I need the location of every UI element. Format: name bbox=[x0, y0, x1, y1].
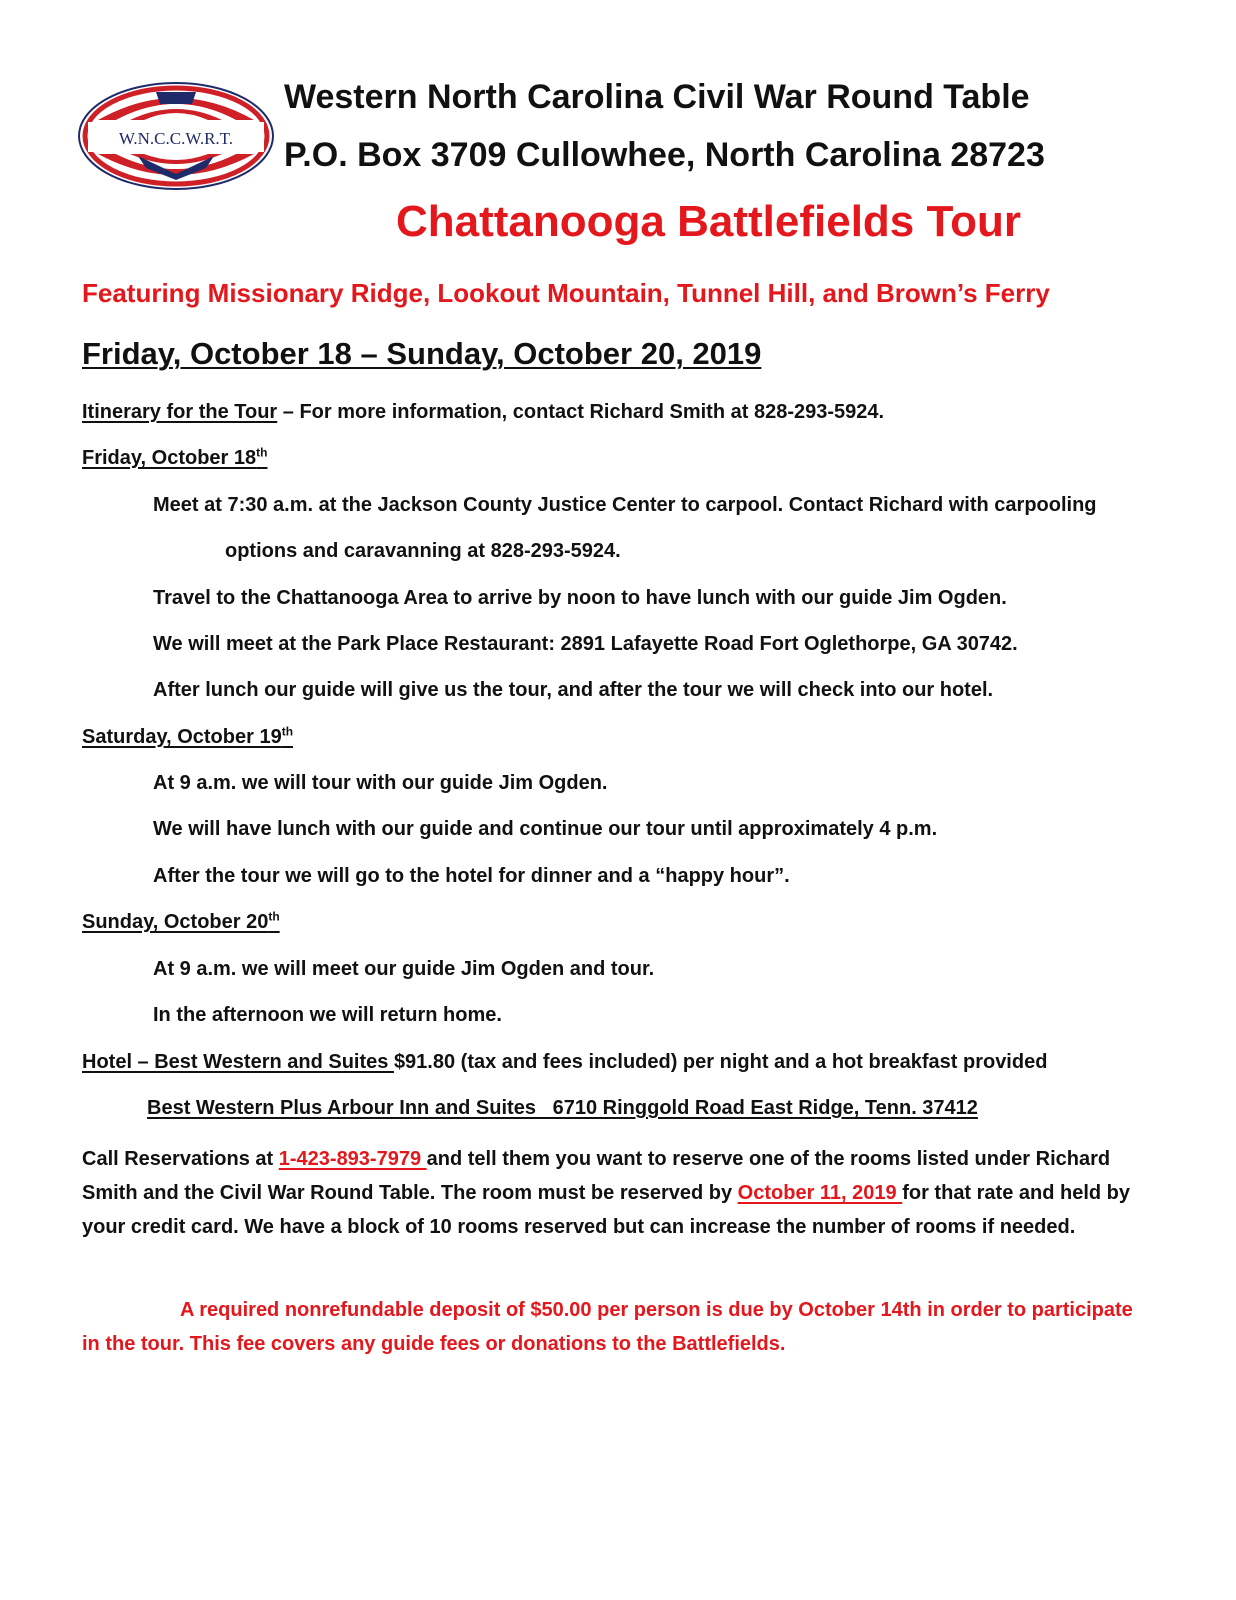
tour-dates: Friday, October 18 – Sunday, October 20, 2019 bbox=[82, 336, 762, 371]
hotel-label: Hotel – Best Western and Suites bbox=[82, 1051, 394, 1073]
hotel-line bbox=[82, 1051, 1047, 1074]
logo-emblem bbox=[76, 80, 276, 192]
list-item: options and caravanning at 828-293-5924. bbox=[225, 540, 621, 562]
list-item: At 9 a.m. we will meet our guide Jim Ogden and tour. bbox=[153, 958, 655, 980]
reservations-text-end: for that rate and held by your credit card. We have a block of 10 rooms reserved but can increase the number of rooms if needed. bbox=[82, 1182, 1131, 1238]
reservations-phone-link[interactable]: 1-423-893-7979 bbox=[278, 1148, 427, 1170]
list-item: In the afternoon we will return home. bbox=[153, 1004, 502, 1026]
day-suffix: th bbox=[256, 445, 268, 460]
deposit-text: A required nonrefundable deposit of $50.00 per person is due by October 14th in order to participate in the tour. This fee covers any guide fees or donations to the Battlefields. bbox=[82, 1299, 1133, 1355]
day-suffix: th bbox=[268, 909, 280, 924]
itinerary-contact: – For more information, contact Richard Smith at 828-293-5924. bbox=[277, 401, 885, 423]
day-heading-sunday bbox=[82, 911, 280, 934]
list-item: We will meet at the Park Place Restaurant: 2891 Lafayette Road Fort Oglethorpe, GA 30742. bbox=[153, 633, 1018, 655]
itinerary-label: Itinerary for the Tour bbox=[82, 401, 278, 423]
day-label: Sunday, October 20 bbox=[82, 911, 269, 933]
page-title: Chattanooga Battlefields Tour bbox=[396, 197, 1021, 246]
list-item: Travel to the Chattanooga Area to arrive by noon to have lunch with our guide Jim Ogden. bbox=[153, 587, 1007, 609]
day-heading-friday bbox=[82, 447, 267, 470]
reservations-intro: Call Reservations at bbox=[82, 1148, 279, 1170]
list-item: After lunch our guide will give us the tour, and after the tour we will check into our hotel. bbox=[153, 679, 994, 701]
hotel-rate: $91.80 (tax and fees included) per night and a hot breakfast provided bbox=[393, 1051, 1048, 1073]
logo-text: W.N.C.C.W.R.T. bbox=[118, 129, 234, 148]
deposit-notice bbox=[82, 1293, 1142, 1361]
day-label: Friday, October 18 bbox=[82, 447, 257, 469]
day-label: Saturday, October 19 bbox=[82, 726, 282, 748]
day-suffix: th bbox=[281, 724, 294, 739]
itinerary-line bbox=[82, 401, 884, 424]
org-name: Western North Carolina Civil War Round Table bbox=[284, 78, 1030, 116]
day-heading-saturday bbox=[82, 726, 293, 749]
wnccwrt-logo bbox=[76, 80, 276, 192]
list-item: At 9 a.m. we will tour with our guide Jim Ogden. bbox=[153, 772, 608, 794]
list-item: We will have lunch with our guide and continue our tour until approximately 4 p.m. bbox=[153, 818, 938, 840]
list-item: Meet at 7:30 a.m. at the Jackson County Justice Center to carpool. Contact Richard with carpooling bbox=[153, 494, 1097, 516]
reservation-deadline: October 11, 2019 bbox=[737, 1182, 903, 1204]
reservations-text: and tell them you want to reserve one of the rooms listed under Richard Smith and the Civil War Round Table. The room must be reserved by bbox=[82, 1148, 1111, 1204]
featuring-subtitle: Featuring Missionary Ridge, Lookout Mountain, Tunnel Hill, and Brown’s Ferry bbox=[82, 278, 1050, 308]
hotel-address: Best Western Plus Arbour Inn and Suites 6710 Ringgold Road East Ridge, Tenn. 37412 bbox=[147, 1097, 978, 1119]
list-item: After the tour we will go to the hotel for dinner and a “happy hour”. bbox=[153, 865, 790, 887]
reservations-paragraph bbox=[82, 1142, 1142, 1244]
org-address: P.O. Box 3709 Cullowhee, North Carolina 28723 bbox=[284, 136, 1045, 174]
